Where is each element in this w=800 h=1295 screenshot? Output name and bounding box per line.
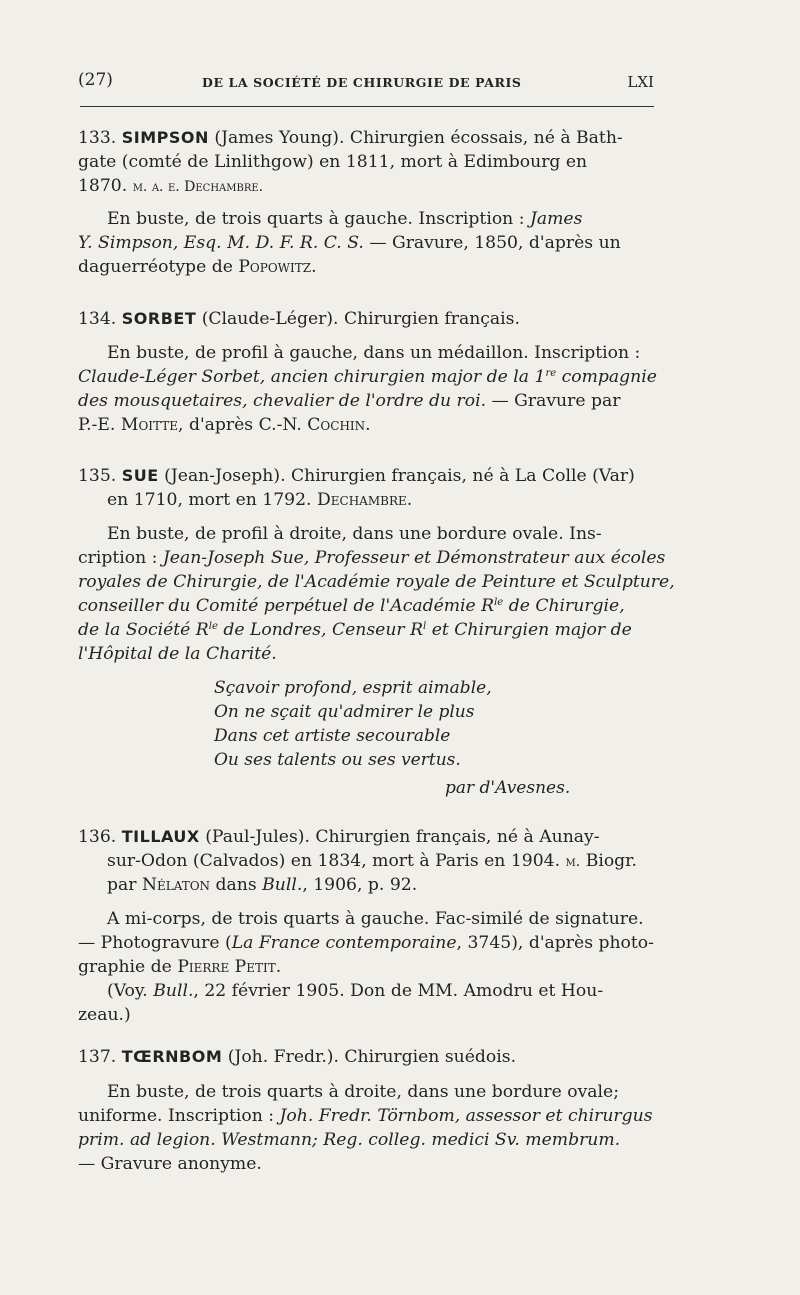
publication: Bull. — [153, 981, 194, 1001]
inscription: et Chirurgien major de — [426, 620, 632, 640]
entry-133-desc-1 — [107, 207, 701, 231]
entry-136-note-1 — [107, 979, 701, 1003]
entry-136-note-2: zeau.) — [78, 1005, 131, 1025]
reference: m. — [565, 854, 581, 870]
entry-134-desc-1: En buste, de profil à gauche, dans un médaillon. Inscription : — [107, 343, 641, 363]
entry-number: 133. — [78, 128, 117, 148]
artist-name: Cochin. — [307, 415, 371, 435]
entry-number: 135. — [78, 466, 117, 486]
entry-text: (Claude-Léger). Chirurgien français. — [201, 309, 520, 329]
text: , 22 février 1905. Don de MM. Amodru et Hou- — [193, 981, 604, 1001]
entry-number: 136. — [78, 827, 117, 847]
entry-text: (Jean-Joseph). Chirurgien français, né à La Colle (Var) — [164, 466, 635, 486]
entry-text: (Paul-Jules). Chirurgien français, né à Aunay- — [205, 827, 600, 847]
text: , 1906, p. 92. — [302, 875, 418, 895]
inscription: James — [529, 209, 583, 229]
text: (Voy. — [107, 981, 148, 1001]
text: En buste, de trois quarts à gauche. Inscription : — [107, 209, 525, 229]
entry-135-line-1 — [78, 464, 672, 488]
entry-135-line-2 — [107, 488, 701, 512]
header-rule — [80, 106, 654, 107]
artist-name: Popowitz. — [238, 257, 317, 277]
inscription: de Londres, Censeur R — [217, 620, 424, 640]
inscription: Joh. Fredr. Törnbom, assessor et chirurgus — [279, 1106, 653, 1126]
page-header — [78, 70, 654, 100]
text: — Photogravure ( — [78, 933, 232, 953]
reference: Dechambre. — [316, 490, 413, 510]
entry-text: (Joh. Fredr.). Chirurgien suédois. — [227, 1047, 517, 1067]
entry-134-desc-4 — [78, 413, 672, 437]
inscription: conseiller du Comité perpétuel de l'Académie R — [78, 596, 495, 616]
poem-line-2: On ne sçait qu'admirer le plus — [214, 702, 475, 722]
entry-137-desc-4: — Gravure anonyme. — [78, 1154, 262, 1174]
text: cription : — [78, 548, 158, 568]
text: P.-E. — [78, 415, 116, 435]
entry-name: TILLAUX — [121, 827, 200, 846]
poem-signature: par d'Avesnes. — [445, 778, 571, 798]
text: dans — [215, 875, 257, 895]
superscript: re — [545, 368, 557, 379]
entry-135-desc-4 — [78, 594, 672, 618]
page-number: (27) — [78, 70, 113, 90]
inscription: Jean-Joseph Sue, Professeur et Démonstrateur aux écoles — [162, 548, 666, 568]
text: Biogr. — [585, 851, 637, 871]
text: — Gravure par — [491, 391, 621, 411]
entry-135-desc-6: l'Hôpital de la Charité. — [78, 644, 277, 664]
entry-137-desc-2 — [78, 1104, 672, 1128]
photographer-name: Pierre Petit. — [177, 957, 282, 977]
entry-133-line-3 — [78, 174, 672, 199]
entry-137-line-1 — [78, 1045, 672, 1069]
inscription: compagnie — [556, 367, 657, 387]
text: en 1710, mort en 1792. — [107, 490, 312, 510]
entry-name: SIMPSON — [121, 128, 209, 147]
text: , 3745), d'après photo- — [456, 933, 654, 953]
entry-136-desc-3 — [78, 955, 672, 979]
poem-line-3: Dans cet artiste secourable — [214, 726, 451, 746]
entry-135-desc-2 — [78, 546, 672, 570]
entry-name: SORBET — [121, 309, 197, 328]
entry-136-line-3 — [107, 873, 701, 897]
entry-137-desc-3: prim. ad legion. Westmann; Reg. colleg. medici Sv. membrum. — [78, 1130, 621, 1150]
entry-133-desc-2 — [78, 231, 672, 255]
text: graphie de — [78, 957, 172, 977]
publication: Bull. — [262, 875, 303, 895]
text: — Gravure, 1850, d'après un — [369, 233, 621, 253]
entry-136-line-2 — [107, 849, 701, 874]
entry-134-desc-2 — [78, 365, 672, 389]
superscript: le — [494, 597, 504, 608]
entry-133-desc-3 — [78, 255, 672, 279]
text: sur-Odon (Calvados) en 1834, mort à Paris en 1904. — [107, 851, 561, 871]
entry-135-desc-3: royales de Chirurgie, de l'Académie royale de Peinture et Sculpture, — [78, 572, 675, 592]
entry-name: TŒRNBOM — [121, 1047, 223, 1066]
entry-135-desc-5 — [78, 618, 672, 642]
inscription: des mousquetaires, chevalier de l'ordre du roi. — [78, 391, 487, 411]
entry-number: 134. — [78, 309, 117, 329]
reference: m. a. e. Dechambre. — [132, 179, 264, 195]
entry-136-desc-2 — [78, 931, 672, 955]
text: par — [107, 875, 137, 895]
roman-page-number: LXI — [627, 73, 654, 91]
superscript: l — [423, 621, 427, 632]
entry-133-line-2: gate (comté de Linlithgow) en 1811, mort à Edimbourg en — [78, 152, 588, 172]
running-title: DE LA SOCIÉTÉ DE CHIRURGIE DE PARIS — [202, 75, 522, 90]
inscription: Claude-Léger Sorbet, ancien chirurgien major de la 1 — [78, 367, 546, 387]
entry-137-desc-1: En buste, de trois quarts à droite, dans une bordure ovale; — [107, 1082, 619, 1102]
text: uniforme. Inscription : — [78, 1106, 275, 1126]
poem-line-4: Ou ses talents ou ses vertus. — [214, 750, 461, 770]
entry-number: 137. — [78, 1047, 117, 1067]
entry-133-line-1 — [78, 126, 672, 150]
entry-136-line-1 — [78, 825, 672, 849]
publication: La France contemporaine — [231, 933, 457, 953]
entry-name: SUE — [121, 466, 159, 485]
entry-text: (James Young). Chirurgien écossais, né à Bath- — [214, 128, 623, 148]
inscription: de Chirurgie, — [503, 596, 625, 616]
inscription: Y. Simpson, Esq. M. D. F. R. C. S. — [78, 233, 364, 253]
entry-134-line-1 — [78, 307, 672, 331]
inscription: de la Société R — [78, 620, 209, 640]
superscript: le — [208, 621, 218, 632]
text: daguerréotype de — [78, 257, 233, 277]
poem-line-1: Sçavoir profond, esprit aimable, — [214, 678, 492, 698]
text: 1870. — [78, 176, 128, 196]
entry-134-desc-3 — [78, 389, 672, 413]
author-name: Nélaton — [141, 875, 211, 895]
artist-name: Moitte — [120, 415, 179, 435]
entry-136-desc-1: A mi-corps, de trois quarts à gauche. Fac-similé de signature. — [107, 909, 644, 929]
entry-135-desc-1: En buste, de profil à droite, dans une bordure ovale. Ins- — [107, 524, 602, 544]
text: , d'après C.-N. — [178, 415, 302, 435]
